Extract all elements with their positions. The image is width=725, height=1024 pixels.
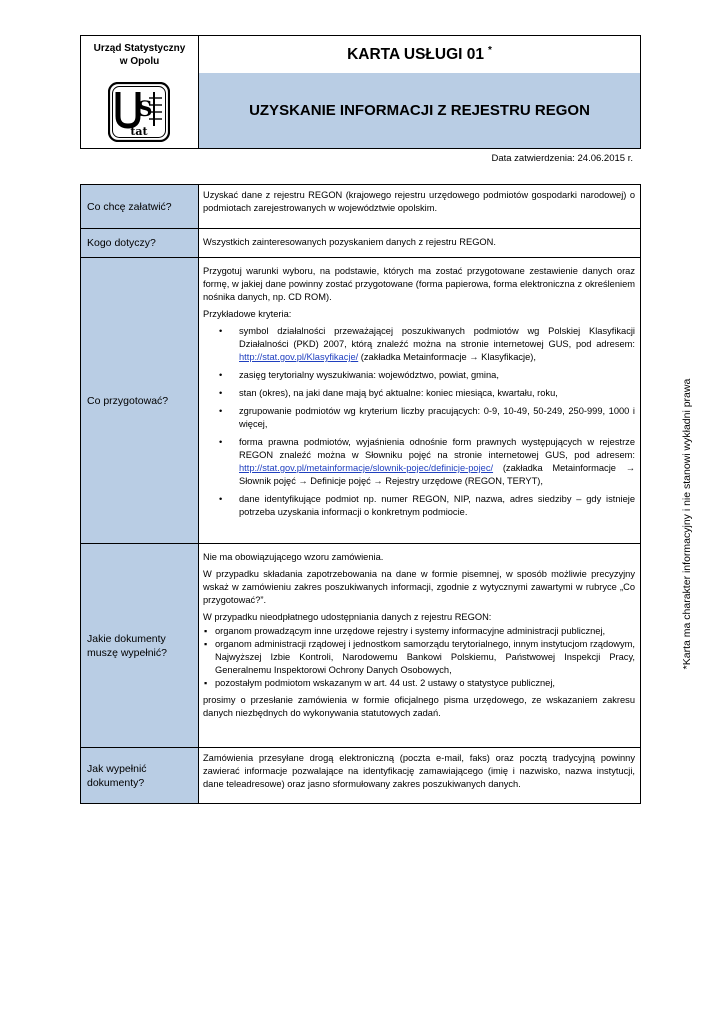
list-item: ▪ organom administracji rządowej i jednostkom samorządu terytorialnego, innym instytucjom rządowym, Najwyższej Izbie Kontroli, Narodowemu Bankowi Polskiemu, Państwowej Inspekcji Pracy, Generalnemu Inspektorowi Ochrony Danych Osobowych, bbox=[203, 638, 635, 677]
title-cell bbox=[199, 36, 640, 148]
list-item bbox=[203, 436, 635, 488]
card-title-text: KARTA USŁUGI 01 bbox=[347, 45, 485, 63]
row-documents bbox=[81, 544, 640, 748]
criteria-list bbox=[203, 325, 635, 519]
row-label: Kogo dotyczy? bbox=[81, 229, 199, 257]
free-access-list bbox=[203, 625, 635, 690]
row-what bbox=[81, 185, 640, 229]
row-prepare bbox=[81, 258, 640, 544]
documents-p3: W przypadku nieodpłatnego udostępniania danych z rejestru REGON: bbox=[203, 612, 492, 622]
header-box bbox=[80, 35, 641, 149]
approval-date: Data zatwierdzenia: 24.06.2015 r. bbox=[491, 153, 633, 164]
criterion-text: symbol działalności przeważającej poszukiwanych podmiotów wg Polskiej Klasyfikacji Działalności (PKD) 2007, którą znaleźć można na stronie internetowej GUS, pod adresem: bbox=[239, 326, 635, 349]
row-who bbox=[81, 229, 640, 258]
row-how bbox=[81, 748, 640, 803]
svg-text:S: S bbox=[137, 96, 153, 121]
documents-p4: prosimy o przesłanie zamówienia w formie oficjalnego pisma urzędowego, ze wskazaniem zakresu danych niezbędnych do wykonywania statutowych zadań. bbox=[203, 695, 635, 718]
svg-text:tat: tat bbox=[130, 125, 148, 138]
row-content bbox=[199, 185, 640, 228]
card-title bbox=[199, 36, 640, 74]
glossary-link[interactable]: http://stat.gov.pl/metainformacje/slownik-pojec/definicje-pojec/ bbox=[239, 463, 494, 473]
criterion-text: stan (okres), na jaki dane mają być aktualne: koniec miesiąca, kwartału, roku, bbox=[239, 388, 558, 398]
documents-p1: Nie ma obowiązującego wzoru zamówienia. bbox=[203, 552, 384, 562]
row-text: Wszystkich zainteresowanych pozyskaniem danych z rejestru REGON. bbox=[203, 237, 496, 247]
criteria-heading: Przykładowe kryteria: bbox=[203, 309, 292, 319]
list-item bbox=[203, 387, 635, 400]
row-label: Jak wypełnić dokumenty? bbox=[81, 748, 199, 803]
criterion-text: forma prawna podmiotów, wyjaśnienia odnośnie form prawnych występujących w rejestrze REGON znaleźć można w Słowniku pojęć na stronie internetowej GUS, pod adresem: bbox=[239, 437, 635, 460]
card-title-asterisk: * bbox=[488, 45, 492, 56]
side-disclaimer: *Karta ma charakter informacyjny i nie stanowi wykładni prawa bbox=[681, 378, 693, 670]
list-item: ▪ organom prowadzącym inne urzędowe rejestry i systemy informacyjne administracji publicznej, bbox=[203, 625, 635, 638]
list-item bbox=[203, 325, 635, 364]
prepare-intro: Przygotuj warunki wyboru, na podstawie, których ma zostać przygotowane zestawienie danych oraz formę, w jakiej dane powinny zostać przygotowane (forma papierowa, forma elektroniczna z określeniem nośnika danych, np. CD ROM). bbox=[203, 266, 635, 302]
list-item bbox=[203, 493, 635, 519]
service-title: UZYSKANIE INFORMACJI Z REJESTRU REGON bbox=[199, 73, 640, 148]
criterion-text: (zakładka Metainformacje → Klasyfikacje), bbox=[358, 352, 536, 362]
documents-p2: W przypadku składania zapotrzebowania na dane w formie pisemnej, w sposób możliwie precyzyjny wskaż w zamówieniu zakres poszukiwanych informacji, zgodnie z wytycznymi zawartymi w rubryce „Co przygotować?”. bbox=[203, 569, 635, 605]
office-cell bbox=[81, 36, 199, 148]
criterion-text: zasięg terytorialny wyszukiwania: województwo, powiat, gmina, bbox=[239, 370, 499, 380]
row-content bbox=[199, 258, 640, 543]
office-line-2: w Opolu bbox=[119, 56, 160, 67]
ustat-logo bbox=[108, 82, 170, 142]
row-content bbox=[199, 544, 640, 747]
list-item bbox=[203, 405, 635, 431]
list-item bbox=[203, 369, 635, 382]
row-text: Uzyskać dane z rejestru REGON (krajowego rejestru urzędowego podmiotów gospodarki narodowej) o podmiotach zarejestrowanych w województwie opolskim. bbox=[203, 190, 635, 213]
row-label: Co chcę załatwić? bbox=[81, 185, 199, 228]
row-text: Zamówienia przesyłane drogą elektroniczną (poczta e-mail, faks) oraz pocztą tradycyjną powinny zawierać informacje pozwalające na identyfikację zamawiającego (imię i nazwisko, nazwa instytucji, dane teleadresowe) oraz jasno sformułowany zakres poszukiwanych danych. bbox=[203, 753, 635, 789]
row-content bbox=[199, 229, 640, 257]
criterion-text: dane identyfikujące podmiot np. numer REGON, NIP, nazwa, adres siedziby – gdy istnieje potrzeba uzyskania informacji o konkretnym podmiocie. bbox=[239, 494, 635, 517]
criterion-text: zgrupowanie podmiotów wg kryterium liczby pracujących: 0-9, 10-49, 50-249, 250-999, 1000 i więcej, bbox=[239, 406, 635, 429]
list-item: ▪ pozostałym podmiotom wskazanym w art. 44 ust. 2 ustawy o statystyce publicznej, bbox=[203, 677, 635, 690]
row-label: Jakie dokumenty muszę wypełnić? bbox=[81, 544, 199, 747]
office-line-1: Urząd Statystyczny bbox=[93, 43, 186, 54]
criterion-text: (zakładka Metainformacje → Słownik pojęć → Definicje pojęć → Rejestry urzędowe (REGON, TERYT), bbox=[239, 463, 635, 486]
office-name bbox=[81, 42, 198, 68]
row-label: Co przygotować? bbox=[81, 258, 199, 543]
service-table bbox=[80, 184, 641, 804]
row-content bbox=[199, 748, 640, 803]
pkd-link[interactable]: http://stat.gov.pl/Klasyfikacje/ bbox=[239, 352, 359, 362]
